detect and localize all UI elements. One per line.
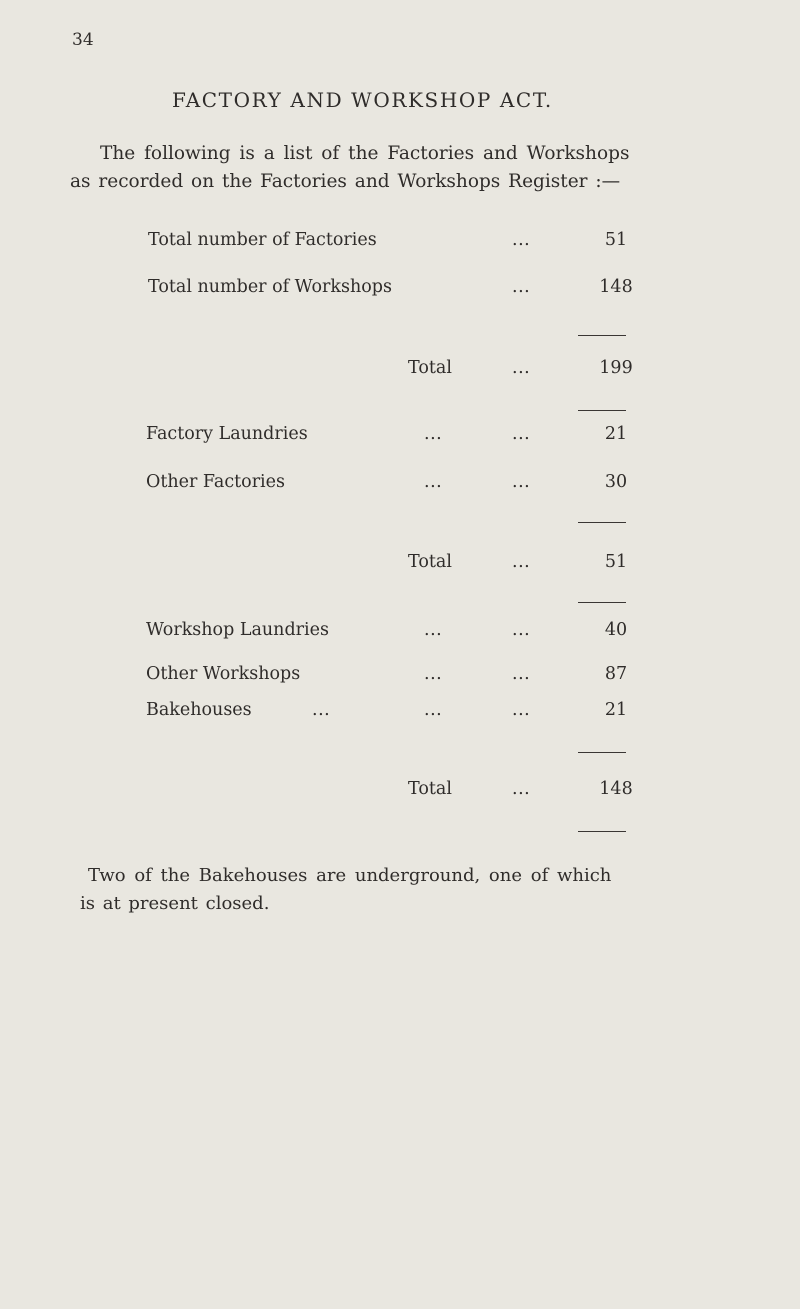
row-other-factories [0,472,800,498]
row-value: 51 [604,552,628,572]
rule-line [578,831,626,832]
leader-dots: ... [512,358,531,378]
leader-dots: ... [512,424,531,444]
rule-line [578,752,626,753]
leader-dots: ... [424,664,443,684]
leader-dots: ... [512,620,531,640]
row-label: Total [408,552,452,572]
leader-dots: ... [512,700,531,720]
row-total-factories [0,230,800,256]
page-number: 34 [72,30,94,50]
row-workshop-laundries [0,620,800,646]
leader-dots: ... [512,552,531,572]
row-other-workshops [0,664,800,690]
page-title: FACTORY AND WORKSHOP ACT. [172,88,553,112]
intro-paragraph [70,140,750,196]
leader-dots: ... [512,230,531,250]
rule-line [578,410,626,411]
row-total-workshops [0,277,800,303]
leader-dots: ... [424,700,443,720]
row-workshops-total [0,779,800,805]
row-bakehouses [0,700,800,726]
row-label: Total [408,358,452,378]
row-value: 21 [604,700,628,720]
row-value: 87 [604,664,628,684]
leader-dots: ... [512,664,531,684]
rule-line [578,335,626,336]
row-label: Other Factories [146,472,285,492]
row-value: 21 [604,424,628,444]
row-value: 148 [599,779,633,799]
row-label: Total [408,779,452,799]
leader-dots: ... [312,700,331,720]
row-value: 51 [604,230,628,250]
leader-dots: ... [424,620,443,640]
row-value: 199 [599,358,633,378]
row-factories-total [0,552,800,578]
closing-paragraph [80,862,760,918]
row-value: 40 [604,620,628,640]
row-value: 30 [604,472,628,492]
intro-line-2: as recorded on the Factories and Workshops Register :— [70,171,621,192]
closing-line-1: Two of the Bakehouses are underground, one of which [88,865,612,886]
row-label: Total number of Workshops [148,277,392,297]
rule-line [578,602,626,603]
leader-dots: ... [424,424,443,444]
row-summary-total [0,358,800,384]
leader-dots: ... [512,472,531,492]
row-label: Bakehouses [146,700,252,720]
leader-dots: ... [512,277,531,297]
closing-line-2: is at present closed. [80,893,270,914]
leader-dots: ... [424,472,443,492]
intro-line-1: The following is a list of the Factories and Workshops [100,143,630,164]
row-value: 148 [599,277,633,297]
row-label: Other Workshops [146,664,301,684]
row-label: Workshop Laundries [146,620,329,640]
row-factory-laundries [0,424,800,450]
rule-line [578,522,626,523]
row-label: Total number of Factories [148,230,377,250]
row-label: Factory Laundries [146,424,308,444]
leader-dots: ... [512,779,531,799]
